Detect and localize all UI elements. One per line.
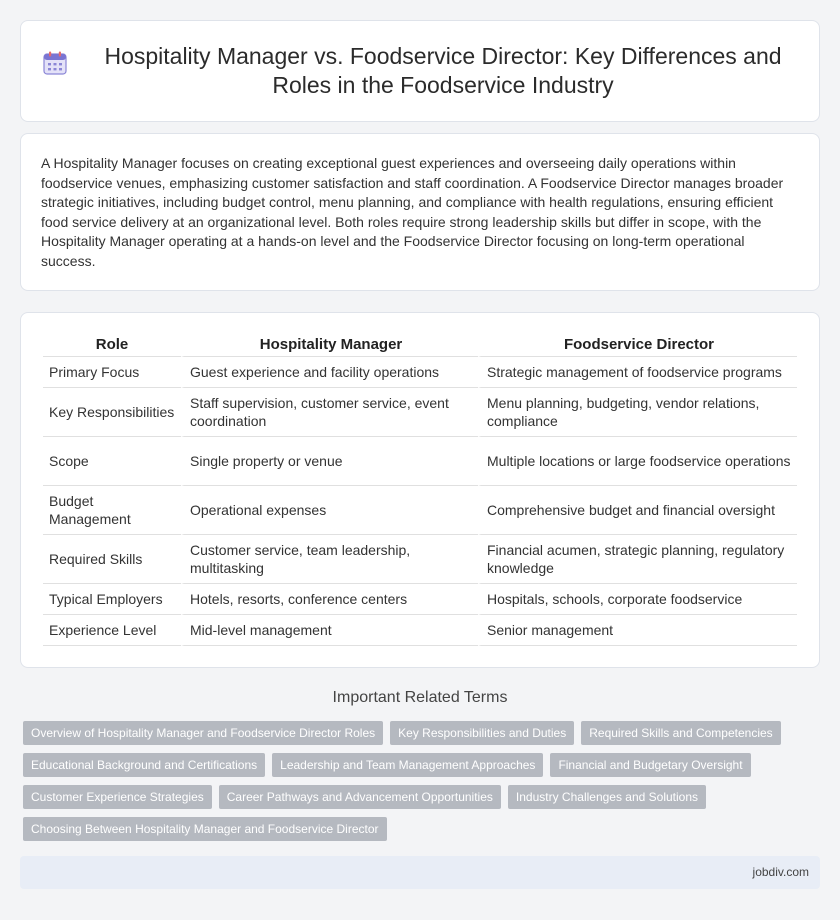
comparison-table bbox=[43, 333, 797, 646]
foodservice-director-cell: Strategic management of foodservice programs bbox=[478, 357, 797, 388]
row-label: Key Responsibilities bbox=[43, 388, 181, 437]
foodservice-director-cell: Senior management bbox=[478, 615, 797, 646]
foodservice-director-cell: Multiple locations or large foodservice operations bbox=[478, 437, 797, 486]
intro-paragraph: A Hospitality Manager focuses on creating exceptional guest experiences and overseeing daily operations within foodservice venues, emphasizing customer satisfaction and staff coordination. A Foodservice Director manages broader strategic initiatives, including budget control, menu planning, and compliance with health regulations, ensuring efficient food service delivery at an organizational level. Both roles require strong leadership skills but differ in scope, with the Hospitality Manager operating at a hands-on level and the Foodservice Director focusing on long-term operational success. bbox=[41, 155, 784, 269]
intro-card bbox=[20, 133, 820, 291]
related-term-tag[interactable]: Educational Background and Certifications bbox=[23, 753, 265, 777]
related-term-tag[interactable]: Customer Experience Strategies bbox=[23, 785, 212, 809]
hospitality-manager-cell: Staff supervision, customer service, event coordination bbox=[181, 388, 478, 437]
footer-site-link[interactable]: jobdiv.com bbox=[752, 865, 809, 879]
hospitality-manager-cell: Customer service, team leadership, multitasking bbox=[181, 535, 478, 584]
related-term-tag[interactable]: Key Responsibilities and Duties bbox=[390, 721, 574, 745]
related-term-tag[interactable]: Required Skills and Competencies bbox=[581, 721, 780, 745]
table-row bbox=[43, 388, 797, 437]
calendar-icon bbox=[42, 50, 68, 76]
hospitality-manager-cell: Mid-level management bbox=[181, 615, 478, 646]
page-title: Hospitality Manager vs. Foodservice Director: Key Differences and Roles in the Foodservice Industry bbox=[104, 43, 782, 98]
related-terms-title: Important Related Terms bbox=[332, 689, 508, 706]
hospitality-manager-cell: Single property or venue bbox=[181, 437, 478, 486]
hospitality-manager-cell: Operational expenses bbox=[181, 486, 478, 535]
table-row bbox=[43, 486, 797, 535]
foodservice-director-cell: Financial acumen, strategic planning, regulatory knowledge bbox=[478, 535, 797, 584]
header-hospitality-manager: Hospitality Manager bbox=[181, 333, 478, 357]
footer bbox=[20, 856, 820, 889]
row-label: Primary Focus bbox=[43, 357, 181, 388]
header-card bbox=[20, 20, 820, 122]
related-term-tag[interactable]: Leadership and Team Management Approaches bbox=[272, 753, 543, 777]
related-term-tag[interactable]: Financial and Budgetary Oversight bbox=[550, 753, 750, 777]
table-row bbox=[43, 437, 797, 486]
hospitality-manager-cell: Hotels, resorts, conference centers bbox=[181, 584, 478, 615]
header-foodservice-director: Foodservice Director bbox=[478, 333, 797, 357]
table-row bbox=[43, 584, 797, 615]
related-terms-tags bbox=[23, 721, 813, 841]
foodservice-director-cell: Hospitals, schools, corporate foodservice bbox=[478, 584, 797, 615]
row-label: Required Skills bbox=[43, 535, 181, 584]
related-term-tag[interactable]: Industry Challenges and Solutions bbox=[508, 785, 706, 809]
row-label: Budget Management bbox=[43, 486, 181, 535]
header-role: Role bbox=[43, 333, 181, 357]
row-label: Experience Level bbox=[43, 615, 181, 646]
foodservice-director-cell: Menu planning, budgeting, vendor relations, compliance bbox=[478, 388, 797, 437]
related-term-tag[interactable]: Overview of Hospitality Manager and Foodservice Director Roles bbox=[23, 721, 383, 745]
table-row bbox=[43, 357, 797, 388]
row-label: Typical Employers bbox=[43, 584, 181, 615]
foodservice-director-cell: Comprehensive budget and financial oversight bbox=[478, 486, 797, 535]
comparison-table-card bbox=[20, 312, 820, 668]
table-row bbox=[43, 535, 797, 584]
row-label: Scope bbox=[43, 437, 181, 486]
related-term-tag[interactable]: Choosing Between Hospitality Manager and Foodservice Director bbox=[23, 817, 387, 841]
table-row bbox=[43, 615, 797, 646]
related-term-tag[interactable]: Career Pathways and Advancement Opportunities bbox=[219, 785, 501, 809]
table-header-row bbox=[43, 333, 797, 357]
hospitality-manager-cell: Guest experience and facility operations bbox=[181, 357, 478, 388]
